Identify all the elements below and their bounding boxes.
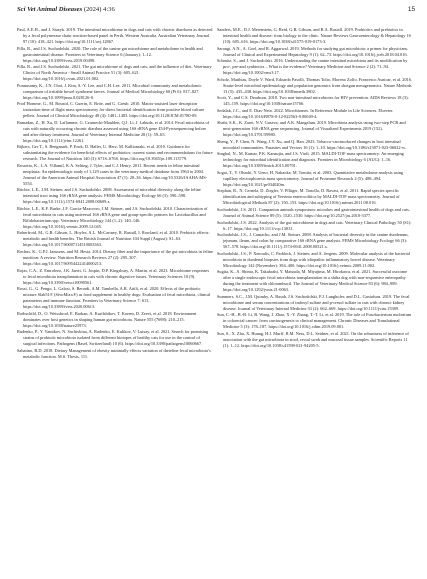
- reference-entry: Singhal, N., M. Kumar, P.K. Kanaujia, and J.S. Virdi. 2015. MALDI-TOF mass spectrometry: An emerging technology for microbial identification and diagnosis. Frontiers in Microbiology 6 (AUG): 1–16. https://doi.org/10.3389/fmicb.2015.00791.: [217, 151, 404, 169]
- reference-entry: Sun, S., X. Zhu, X. Huang, H.J. Murff, R.M. Ness, D.L. Seidner, et al. 2021. On the robustness of inference of association with the gut microbiota in stool, rectal swab and mucosal tissue samples. Scientific Reports 11 (1): 1–12. https://doi.org/10.1038/s41598-021-94205-5.: [217, 330, 409, 348]
- reference-entry: Rijkers, Ger T., S. Bengmark, P. Enck, D. Haller, U. Herz, M. Kalliomaki, et al. 2010. Guidance for substantiating the evidence for beneficial effects of probiotics: current status and recommendations for future research. The Journal of Nutrition 140 (3): 671S–676S. https://doi.org/10.3945/jn.109.113779.: [17, 144, 213, 162]
- running-head: [17, 6, 415, 16]
- reference-entry: Rochus, K., G.P.J. Janssens, and M. Hesta. 2014. Dietary fiber and the importance of the gut microbiota in feline nutrition: A review. Nutrition Research Reviews 27 (2): 295–307. https://doi.org/10.1017/S0954422414000213.: [17, 249, 213, 267]
- reference-entry: Pilla, R., and J.S. Suchodolski. 2021. The gut microbiome of dogs and cats, and the influence of diet. Veterinary Clinics of North America - Small Animal Practice 51 (3): 605–621. https://doi.org/10.1016/j.cvsm.2021.01.002.: [17, 64, 212, 82]
- reference-entry: Sanders, M.E., D.J. Merenstein, G. Reid, G.R. Gibson, and R.A. Rastall. 2019. Probiotics and prebiotics in intestinal health and disease: from biology to the clinic. Nature Reviews Gastroenterology & Hepatology 16 (10): 605–616. https://doi.org/10.1038/s41575-019-0173-3.: [217, 27, 411, 44]
- reference-entry: Stephan, R., N. Cernela, D. Ziegler, V. Pflüger, M. Tonolla, D. Ravasi, et al. 2011. Rapid species specific identification and subtyping of Yersinia enterocolitica by MALDI-TOF mass spectrometry. Journal of Microbiological Methods 87 (2): 150–153. https://doi.org/10.1016/j.mimet.2011.08.016.: [217, 188, 400, 206]
- reference-entry: Sabatino, B.D. 2018. Dietary Management of obesity minimally effects variation of theteline fecal microbiota’s metabolic function. M.S. Thesis. 111.: [17, 347, 211, 359]
- journal-citation: [17, 6, 115, 13]
- reference-entry: Roberfroid, M., G.R. Gibson, L. Hoyles, A.L. McCartney, R. Rastall, I. Rowland, et al. 2010. Prebiotic effects: metabolic and health benefits. The British Journal of Nutrition 104 Suppl (August): S1–63. https://doi.org/10.1017/S0007114510003363.: [17, 230, 210, 248]
- journal-name: Sci Vet Animal Diseases: [17, 6, 83, 13]
- reference-entry: Rojas, C.A., Z. Entrolezo, J.K. Jarett, G. Jospin, D.P. Kingsbury, A. Martin, et al. 2023. Microbiome responses to fecal microbiota transplantation in cats with chronic digestive issues. Veterinary Sciences 10 (9). https://doi.org/10.3390/vetsci10090561.: [17, 267, 210, 285]
- reference-entry: Suchodolski, J.S., J. Camacho, and J.M. Steiner. 2008. Analysis of bacterial diversity in the canine duodenum, jejunum, ileum, and colon by comparative 16S rRNA gene analysis. FEMS Microbiology Ecology 66 (3): 567–578. https://doi.org/10.1111/j.1574-6941.2008.00521.x.: [217, 232, 409, 250]
- reference-column-left: [17, 27, 213, 577]
- reference-entry: Scott, Y., and C.S. Dearborn. 2018. Two non-intestinal microbiotes for HIV prevention. AIDS Reviews 18 (3): 145–159. https://doi.org/10.1038/nature15766.: [217, 95, 409, 107]
- reference-entry: Prod’Homme, G., M. Bouzid, C. Guerin, E. Brite, and G. Greub. 2010. Matrix-assisted laser desorption ionization-time of flight mass spectrometry for direct bacterial identification from positive blood culture pellets. Journal of Clinical Microbiology 48 (4): 1481–1483. https://doi.org/10.1128/JCM.01780-09.: [17, 101, 205, 119]
- reference-entry: Sogai, T., Y. Ohashi, Y. Ueno, H. Nakaoka, M. Tomita, et al. 2003. Quantitative metabolome analysis using capillary electrophoresis mass spectrometry. Journal of Proteome Research 2 (5): 488–494. https://doi.org/10.1021/pr034020m.: [217, 169, 404, 187]
- reference-entry: Suchodolski, J.S. 2022. Analysis of the gut microbiome in dogs and cats. Veterinary Clinical Pathology 50 (S1): 6–17. https://doi.org/10.1111/vcp.13031.: [217, 219, 412, 231]
- reference-entry: Ponnusamy, K., J.N. Choi, J. Kim, S.-Y. Lee, and C.H. Lee. 2011. Microbial community and metabolomic comparison of irritable bowel syndrome faeces. Journal of Medical Microbiology 60 (Pt 6): 817–827. https://doi.org/10.1099/jmm.0.028126-0.: [17, 82, 202, 100]
- reference-entry: Rudenko, P., Y. Vatnikov, N. Sachivkina, A. Rudenko, E. Kulikov, V. Lutsay, et al. 2021. Search for promising strains of probiotic microbiota isolated from different biotopes of healthy cats for use in the control of surgical infections. Pathogens (Basel, Switzerland) 10 (6). https://doi.org/10.3390/pathogens10060667.: [17, 329, 209, 347]
- reference-entry: Suchodolski, J.S., P. Xenoulis, C. Paddock, J. Steiner, and A. Jergens. 2009. Molecular analysis of the bacterial microbiota in duodenal biopsies from dogs with idiopathic inflammatory bowel disease. Veterinary Microbiology 142 (November): 394–400. https://doi.org/10.1016/j.vetmic.2009.11.002.: [217, 250, 410, 268]
- reference-entry: Shahi, S.K., K. Zarei, N.V. Guseva, and A.K. Mangalam. 2019. Microbiota analysis using two-step PCR and next-generation 16S rRNA gene sequencing. Journal of Visualized Experiments 2019 (152). https://doi.org/10.3791/59980.: [217, 120, 406, 138]
- reference-entry: Schmitz, S., and J. Suchodolski. 2016. Understanding the canine intestinal microbiota and its modification by pro-, pre-and synbiotics – What is the evidence? Veterinary Medicine and Science 2 (2): 71–94. https://doi.org/10.1002/vms3.17.: [217, 58, 408, 76]
- reference-entry: Rossi, G., G. Pengo, L. Galosi, S. Berardi, A.M. Tambella, A.R. Attili, et al. 2020. Effects of the probiotic mixture Slab51® (SivoMixx®) as food supplement in healthy dogs: Evaluation of fecal microbiota, clinical parameters and immune function. Frontiers in Veterinary Science 7: 613. https://doi.org/10.3389/fvets.2020.00613.: [17, 286, 211, 310]
- reference-entry: Paul, A.E.H., and J. Stazyk. 2019. The intestinal microbiome in dogs and cats with chronic diarrhoea as detected by a fecal polymerase chain reaction-based panel in Perth, Western Australia. Australian Veterinary Journal 97 (10): 418–421. https://doi.org/10.1111/avj.12867.: [17, 27, 213, 44]
- reference-entry: Sugita, K., A. Shima, K. Takahashi, Y. Matsuda, M. Miyajima, M. Hirokawa, et al. 2021. Successful outcome after a single endoscopic fecal microbiota transplantation in a shiba dog with non-responsive enteropathy during the treatment with chlorambucil. The Journal of Veterinary Medical Science 83 (6): 984–989. https://doi.org/10.1292/jvms.21-0063.: [217, 269, 408, 293]
- reference-entry: Sun, C.-H., B.-B. Li, B. Wang, J. Zhao, X.-Y. Zhang, T.-T. Li, et al. 2019. The role of Fusobacterium nucleatum in colorectal cancer: from carcinogenesis to clinical management. Chronic Diseases and Translational Medicine 5 (3): 178–187. https://doi.org/10.1016/j.cdtm.2019.09.001.: [217, 312, 412, 330]
- reference-entry: Ramadan, Z., H. Xu, D. Laflamme, G. Czarnecki-Maulden, Q.J. Li, J. Labuda, et al. 2014. Fecal microbiota of cats with naturally occurring chronic diarrhea assessed using 16S rRNA gene 454-Pyrosequencing before and after dietary treatment. Journal of Veterinary Internal Medicine 28 (1): 59–65. https://doi.org/10.1111/jvim.12261.: [17, 119, 210, 143]
- reference-entry: Scholz, Matthias, Doyle V. Ward, Edoardo Pasolli, Thomas Tolio, Moreno Zolfo, Francesco Asnicar, et al. 2016. Strain-level microbial epidemiology and population genomics from shotgun metagenomics. Nature Methods 13 (5): 435–438. https://doi.org/10.1038/nmeth.3802.: [217, 76, 413, 94]
- page-number: 15: [407, 6, 415, 13]
- reference-entry: Ritchie, L.E., K.F. Burke, J.F. Garcia-Mazcorro, J.M. Steiner, and J.S. Suchodolski. 2010. Characterization of fecal microbiota in cats using universal 16S rRNA gene and group-specific primers for Lactobacillus and Bifidobacterium spp. Veterinary Microbiology 144 (1–2): 140–146. https://doi.org/10.1016/j.vetmic.2009.12.045.: [17, 205, 208, 229]
- reference-entry: Suchodolski, J.S. 2011. Companion animals symposium: microbes and gastrointestinal health of dogs and cats. Journal of Animal Science 89 (5): 1520–1530. https://doi.org/10.2527/jas.2010-3377.: [217, 207, 410, 219]
- reference-entry: Rossetto, K., L.A. Villamil, K.A. Selting, J. Tyler, and C.J. Henry. 2011. Recent trends in feline intestinal neoplasia: An epidemiologic study of 1,129 cases in the veterinary medical database from 1964 to 2004. Journal of the American Animal Hospital Association 47 (1): 28–36. https://doi.org/10.5326/JAAHA-MS-5554.: [17, 162, 208, 186]
- journal-volume: (2024) 4:36: [83, 6, 115, 13]
- reference-entry: Sarangi, A.N., A. Goel, and R. Aggarwal. 2019. Methods for studying gut microbiota: a primer for physicians. Journal of Clinical and Experimental Hepatology 9 (1): 62–73. https://doi.org/10.1016/j.jceh.2018.04.016.: [217, 45, 409, 57]
- reference-entry: Rothschild, D., O. Weissbrod, E. Barkan, A. Kurilshikov, T. Korem, D. Zeevi, et al. 2018. Environment dominates over host genetics in shaping human gut microbiota. Nature 555 (7698): 210–215. https://doi.org/10.1038/nature25973.: [17, 310, 197, 328]
- reference-column-right: [217, 27, 413, 577]
- reference-entry: Pilla, R., and J.S. Suchodolski. 2020. The role of the canine gut microbiome and metabolome in health and gastrointestinal disease. Frontiers in Veterinary Science 6 (January): 1–12. https://doi.org/10.3389/fvets.2019.00498.: [17, 45, 203, 63]
- reference-entry: Sedalak, J.C., and E. Dias-Neto. 2022. Microbiomes. In Reference Module in Life Sciences. Elsevier. https://doi.org/10.1016/B978-0-12-822563-9.00049-4.: [217, 107, 394, 119]
- reference-entry: Ritchie, L.E., J.M. Steiner, and J.S. Suchodolski. 2008. Assessment of microbial diversity along the feline intestinal tract using 16S rRNA gene analysis. FEMS Microbiology Ecology 66 (3): 590–598. https://doi.org/10.1111/j.1574-6941.2008.00609.x.: [17, 187, 201, 205]
- reference-entry: Sheng, Y., F. Chen, N. Wang, J.Y. Xu, and Q. Han. 2023. Tobacco-carcinoduced changes in host intestinal microbial communities. Parasites and Vectors 16 (1): 1–10. https://doi.org/10.1186/s13071-023-06022-w.: [217, 138, 406, 150]
- reference-entry: Summers, S.C., J.M. Quimby, A. Basah, J.S. Suchodolski, P.J. Lunghofer, and D.L. Gustafson. 2019. The fecal microbiome and serum concentrations of indoxyl sulfate and p-cresol sulfate in cats with chronic kidney disease. Journal of Veterinary Internal Medicine 33 (2): 662–669. https://doi.org/10.1111/jvim.15389.: [217, 293, 410, 311]
